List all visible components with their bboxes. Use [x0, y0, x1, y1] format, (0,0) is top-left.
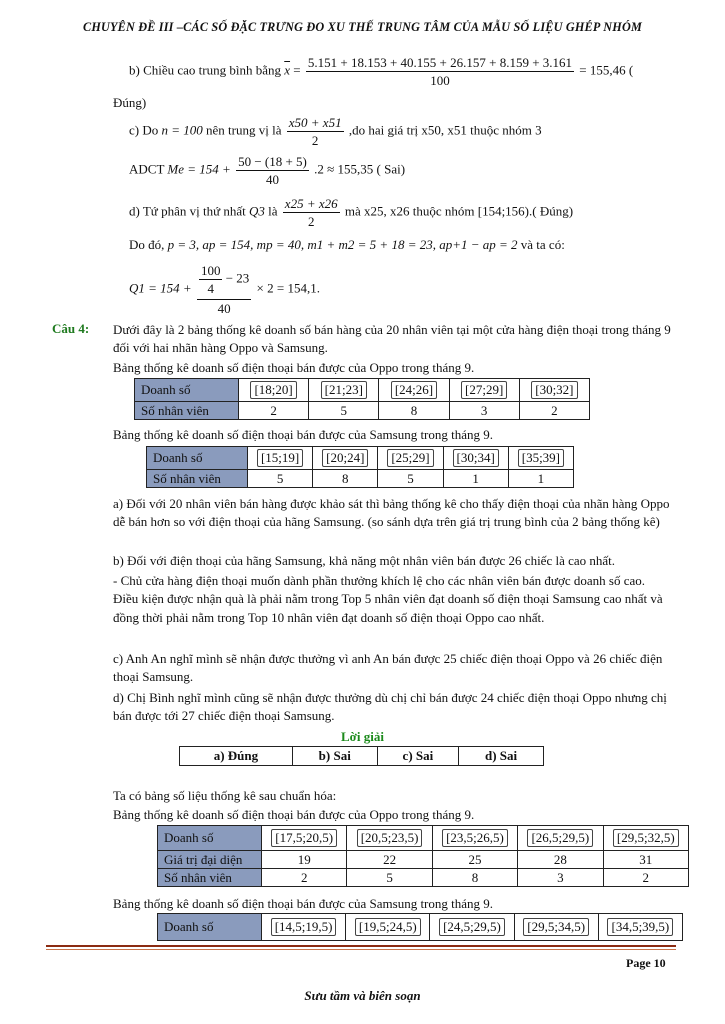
oppo-norm-count: 5 [347, 869, 432, 887]
answer-row [180, 747, 544, 766]
prev-b-cont: Đúng) [113, 95, 147, 110]
oppo-interval-cell [309, 379, 379, 402]
oppo-rep-row [158, 851, 689, 869]
prev-d-fraction [283, 195, 340, 230]
prev-d-q: Q3 [249, 203, 265, 219]
answer-table [179, 746, 544, 766]
prev-d-frac-den: 2 [307, 214, 315, 229]
prev-b-result: = 155,46 ( [579, 62, 634, 78]
samsung-count: 5 [378, 470, 443, 488]
adct-tail: .2 ≈ 155,35 ( Sai) [314, 161, 406, 177]
oppo-count: 3 [449, 402, 519, 420]
samsung-norm-interval-cell [262, 914, 346, 941]
samsung-interval-cell [443, 447, 508, 470]
samsung-norm-interval: [34,5;39,5) [607, 918, 673, 936]
oppo-norm-count: 3 [518, 869, 603, 887]
dodo-tail: và ta có: [520, 237, 565, 252]
q1-top-den: 4 [207, 281, 214, 296]
answer-c: c) Sai [377, 747, 459, 766]
statement-c: c) Anh An nghĩ mình sẽ nhận được thưởng vì anh An bán được 25 chiếc điện thoại Oppo và 26 chiếc điện thoại Samsung. [113, 651, 663, 685]
answer-a: a) Đúng [180, 747, 293, 766]
oppo-table [134, 378, 590, 420]
oppo-norm-interval-cell [603, 826, 688, 851]
samsung-norm-sales-header: Doanh số [158, 914, 262, 941]
oppo-sales-header: Doanh số [135, 379, 239, 402]
samsung-interval-cell [508, 447, 573, 470]
q1-numerator [197, 262, 251, 300]
samsung-norm-interval: [24,5;29,5) [439, 918, 505, 936]
oppo-staff-row [135, 402, 590, 420]
oppo-interval-cell [519, 379, 589, 402]
prev-b-denominator: 100 [430, 73, 450, 88]
footer-divider [46, 945, 676, 947]
samsung-staff-header: Số nhân viên [147, 470, 248, 488]
samsung-norm-sales-row [158, 914, 683, 941]
oppo-interval: [24;26] [391, 381, 437, 399]
samsung-table [146, 446, 574, 488]
oppo-norm-count: 2 [262, 869, 347, 887]
samsung-caption-2: Bảng thống kê doanh số điện thoại bán được của Samsung trong tháng 9. [113, 896, 494, 911]
oppo-norm-interval: [23,5;26,5) [442, 829, 508, 847]
q1-fraction [197, 262, 251, 317]
samsung-count: 1 [443, 470, 508, 488]
xbar-symbol: $\overline{x}$ [284, 62, 291, 78]
samsung-norm-interval-cell [514, 914, 598, 941]
oppo-norm-interval: [20,5;23,5) [357, 829, 423, 847]
prev-d-line [129, 195, 573, 230]
prev-d-suffix: mà x25, x26 thuộc nhóm [154;156).( Đúng) [344, 203, 574, 219]
oppo-sales-row [135, 379, 590, 402]
oppo-norm-count: 2 [603, 869, 688, 887]
prev-b-fraction [306, 54, 574, 89]
oppo-rep-value: 19 [262, 851, 347, 869]
adct-line [129, 153, 405, 188]
oppo-count: 2 [239, 402, 309, 420]
samsung-interval: [25;29] [387, 449, 433, 467]
statement-d: d) Chị Bình nghĩ mình cũng sẽ nhận được thưởng dù chị chỉ bán được 24 chiếc điện thoại Oppo nhưng chị bán được tới 27 chiếc điện thoại Samsung. [113, 690, 667, 724]
statement-b: b) Đối với điện thoại của hãng Samsung, khả năng một nhân viên bán được 26 chiếc là cao nhất. [113, 553, 616, 568]
question-label: Câu 4: [52, 321, 90, 336]
footer-divider-thin [46, 949, 676, 950]
samsung-norm-interval-cell [430, 914, 514, 941]
adct-me: Me = 154 + [167, 161, 231, 177]
answer-d: d) Sai [459, 747, 544, 766]
oppo-caption-2: Bảng thống kê doanh số điện thoại bán được của Oppo trong tháng 9. [113, 807, 475, 822]
samsung-norm-interval: [19,5;24,5) [355, 918, 421, 936]
oppo-norm-staff-header: Số nhân viên [158, 869, 262, 887]
samsung-interval: [15;19] [257, 449, 303, 467]
samsung-interval: [35;39] [518, 449, 564, 467]
samsung-norm-interval-cell [346, 914, 430, 941]
oppo-norm-interval-cell [347, 826, 432, 851]
reward-note: - Chủ cửa hàng điện thoại muốn dành phần thưởng khích lệ cho các nhân viên bán được doanh số cao. Điều kiện được nhận quà là phải nằm trong Top 5 nhân viên đạt doanh số điện thoại Samsung cao nhất và đồng thời phải nằm trong Top 10 nhân viên đạt doanh số điện thoại Oppo cao nhất. [113, 573, 663, 625]
oppo-norm-count: 8 [432, 869, 517, 887]
answer-b: b) Sai [292, 747, 377, 766]
samsung-sales-header: Doanh số [147, 447, 248, 470]
samsung-normalized-table [157, 913, 683, 941]
samsung-norm-interval-cell [598, 914, 682, 941]
samsung-count: 8 [313, 470, 378, 488]
oppo-norm-interval-cell [262, 826, 347, 851]
samsung-sales-row [147, 447, 574, 470]
oppo-norm-interval: [29,5;32,5) [613, 829, 679, 847]
samsung-interval: [30;34] [453, 449, 499, 467]
oppo-rep-value: 28 [518, 851, 603, 869]
samsung-count: 1 [508, 470, 573, 488]
prev-c-n: n = 100 [161, 122, 203, 138]
samsung-interval-cell [313, 447, 378, 470]
oppo-rep-value: 31 [603, 851, 688, 869]
oppo-normalized-table [157, 825, 689, 887]
normalized-intro: Ta có bảng số liệu thống kê sau chuẩn hóa: [113, 788, 337, 803]
prev-d-frac-num: x25 + x26 [284, 196, 338, 211]
statement-a: a) Đối với 20 nhân viên bán hàng được khảo sát thì bảng thống kê cho thấy điện thoại của nhãn hàng Oppo dễ bán hơn so với điện thoại của hãng Samsung. (so sánh dựa trên giá trị trung bình của 2 bảng thống kê) [113, 496, 670, 530]
prev-c-frac-num: x50 + x51 [288, 115, 342, 130]
question-intro: Dưới đây là 2 bảng thống kê doanh số bán hàng của 20 nhân viên tại một cửa hàng điện thoại trong tháng 9 đối với hai nhãn hàng Oppo và Samsung. [113, 322, 671, 356]
oppo-norm-interval: [26,5;29,5) [527, 829, 593, 847]
oppo-staff-header: Số nhân viên [135, 402, 239, 420]
oppo-rep-value: 22 [347, 851, 432, 869]
prev-d-prefix: d) Tứ phân vị thứ nhất [129, 203, 246, 219]
oppo-norm-sales-row [158, 826, 689, 851]
adct-num: 50 − (18 + 5) [238, 154, 307, 169]
oppo-norm-sales-header: Doanh số [158, 826, 262, 851]
oppo-norm-interval-cell [432, 826, 517, 851]
oppo-count: 2 [519, 402, 589, 420]
dodo-label: Do đó, [129, 237, 165, 252]
q1-inner-fraction [199, 262, 223, 297]
oppo-interval: [18;20] [250, 381, 296, 399]
prev-c-line [129, 114, 542, 149]
samsung-interval-cell [248, 447, 313, 470]
samsung-norm-interval: [29,5;34,5) [523, 918, 589, 936]
samsung-staff-row [147, 470, 574, 488]
prev-b-numerator: 5.151 + 18.153 + 40.155 + 26.157 + 8.159 + 3.161 [307, 55, 573, 70]
oppo-interval: [30;32] [531, 381, 577, 399]
q1-tail: × 2 = 154,1. [256, 280, 320, 296]
oppo-norm-staff-row [158, 869, 689, 887]
q1-lhs: Q1 = 154 + [129, 280, 192, 296]
oppo-interval-cell [379, 379, 449, 402]
adct-den: 40 [265, 172, 279, 187]
adct-label: ADCT [129, 161, 165, 177]
dodo-line [129, 237, 565, 253]
prev-d-la: là [268, 203, 278, 219]
samsung-norm-interval: [14,5;19,5) [271, 918, 337, 936]
oppo-interval-cell [449, 379, 519, 402]
prev-c-mid: nên trung vị là [206, 122, 282, 138]
oppo-count: 5 [309, 402, 379, 420]
oppo-interval: [27;29] [461, 381, 507, 399]
q1-line [129, 262, 320, 317]
samsung-interval: [20;24] [322, 449, 368, 467]
oppo-interval-cell [239, 379, 309, 402]
prev-b-prefix: b) Chiều cao trung bình bằng [129, 62, 281, 78]
oppo-norm-interval: [17,5;20,5) [271, 829, 337, 847]
prev-c-fraction [287, 114, 344, 149]
oppo-rep-value: 25 [432, 851, 517, 869]
oppo-interval: [21;23] [321, 381, 367, 399]
q1-top-num: 100 [200, 263, 221, 278]
samsung-interval-cell [378, 447, 443, 470]
oppo-norm-interval-cell [518, 826, 603, 851]
q1-den: 40 [217, 301, 231, 316]
page-number: Page 10 [626, 956, 666, 970]
adct-fraction [236, 153, 309, 188]
oppo-count: 8 [379, 402, 449, 420]
dodo-expr: p = 3, ap = 154, mp = 40, m1 + m2 = 5 + 18 = 23, ap+1 − ap = 2 [167, 237, 518, 252]
samsung-caption: Bảng thống kê doanh số điện thoại bán được của Samsung trong tháng 9. [113, 427, 494, 442]
page-header: CHUYÊN ĐỀ III –CÁC SỐ ĐẶC TRƯNG ĐO XU THẾ TRUNG TÂM CỦA MẪU SỐ LIỆU GHÉP NHÓM [82, 20, 643, 34]
q1-minus: − 23 [225, 270, 250, 286]
solution-title: Lời giải [341, 729, 384, 744]
samsung-count: 5 [248, 470, 313, 488]
prev-c-frac-den: 2 [311, 133, 319, 148]
oppo-caption: Bảng thống kê doanh số điện thoại bán được của Oppo trong tháng 9. [113, 360, 475, 375]
prev-b-line: b) Chiều cao trung bình bằng $\overline{x}$ = $\frac{5.151 + 18.153 + 40.155 + 26.157 + 8.159 + 3.161}{100}$ = 155,46 ( [129, 55, 634, 88]
prev-c-prefix: c) Do [129, 122, 159, 138]
prev-c-suffix: ,do hai giá trị x50, x51 thuộc nhóm 3 [348, 122, 542, 138]
oppo-rep-header: Giá trị đại diện [158, 851, 262, 869]
page-footer: Sưu tầm và biên soạn [304, 988, 421, 1003]
